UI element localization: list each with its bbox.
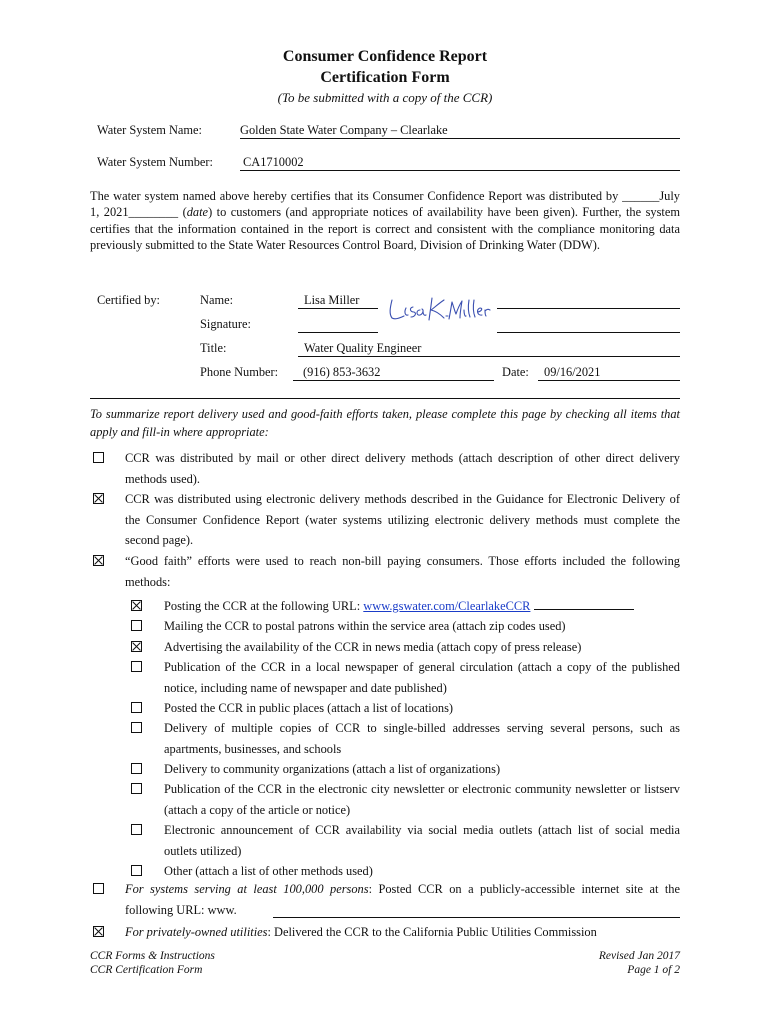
system-number-field[interactable] [240,155,680,171]
good-faith-text: “Good faith” efforts were used to reach non-bill paying consumers. Those efforts included the following methods: [125,554,680,589]
system-name-label: Water System Name: [97,123,202,137]
mailing-postal-text: Mailing the CCR to postal patrons within the service area (attach zip codes used) [164,619,566,633]
form-subtitle: (To be submitted with a copy of the CCR) [277,90,493,105]
multiple-copies-text: Delivery of multiple copies of CCR to single-billed addresses serving several persons, such as apartments, businesses, and schools [164,721,680,756]
posting-url-text: Posting the CCR at the following URL: www.gswater.com/ClearlakeCCR [164,596,680,617]
certified-by-label: Certified by: [97,293,160,307]
signature-image [386,294,491,324]
large-systems-text: For systems serving at least 100,000 persons: Posted CCR on a publicly-accessible internet site at the following URL: www. [125,882,680,917]
electronic-delivery-text: CCR was distributed using electronic delivery methods described in the Guidance for Electronic Delivery of the Consumer Confidence Report (water systems utilizing electronic delivery methods must complete the second page). [125,492,680,547]
mail-delivery-checkbox[interactable] [93,452,104,463]
footer-revised: Revised Jan 2017 [598,950,680,962]
footer-forms-instructions: CCR Forms & Instructions [90,950,215,962]
large-systems-url-field[interactable] [273,903,680,918]
form-title-line1: Consumer Confidence Report [282,48,488,65]
multiple-copies-checkbox[interactable] [131,722,142,733]
electronic-newsletter-checkbox[interactable] [131,783,142,794]
advertising-news-checkbox[interactable] [131,641,142,652]
form-title-line2: Certification Form [320,69,450,86]
newspaper-publication-text: Publication of the CCR in a local newspaper of general circulation (attach a copy of the published notice, including name of newspaper and date published) [164,660,680,695]
title-label: Title: [200,341,227,355]
signature-label: Signature: [200,317,251,331]
newspaper-publication-checkbox[interactable] [131,661,142,672]
date-value: 09/16/2021 [544,365,601,379]
url-blank-line [534,597,634,610]
other-methods-checkbox[interactable] [131,865,142,876]
phone-value: (916) 853-3632 [303,365,381,379]
signature-field[interactable] [298,317,378,333]
cert-name-extra-line [497,293,680,309]
section-divider [90,398,680,399]
advertising-news-text: Advertising the availability of the CCR in news media (attach copy of press release) [164,640,582,654]
social-media-text: Electronic announcement of CCR availability via social media outlets (attach list of social media outlets utilized) [164,823,680,858]
certification-paragraph: The water system named above hereby certifies that its Consumer Confidence Report was distributed by ______July 1, 2021________ (date) to customers (and appropriate notices of availability have been given). Further, the system certifies that the information contained in the report is correct and consistent with the compliance monitoring data previously submitted to the State Water Resources Control Board, Division of Drinking Water (DDW). [90,189,680,252]
cert-name-label: Name: [200,293,234,307]
system-name-value: Golden State Water Company – Clearlake [240,123,448,137]
title-value: Water Quality Engineer [304,341,422,355]
footer-left [90,949,215,977]
mail-delivery-text: CCR was distributed by mail or other direct delivery methods (attach description of other direct delivery methods used). [125,451,680,486]
ccr-url-link[interactable]: www.gswater.com/ClearlakeCCR [363,599,531,613]
system-number-label: Water System Number: [97,155,213,169]
date-label: Date: [502,365,529,379]
other-methods-text: Other (attach a list of other methods used) [164,864,373,878]
system-number-value: CA1710002 [243,155,304,169]
cert-name-value: Lisa Miller [304,293,360,307]
electronic-newsletter-text: Publication of the CCR in the electronic city newsletter or electronic community newsletter or listserv (attach a copy of the article or notice) [164,782,680,817]
phone-field[interactable] [293,365,494,381]
signature-extra-line [497,317,680,333]
cert-name-field[interactable] [298,293,378,309]
delivery-intro: To summarize report delivery used and good-faith efforts taken, please complete this page by checking all items that apply and fill-in where appropriate: [90,407,680,439]
private-utilities-checkbox[interactable] [93,926,104,937]
electronic-delivery-checkbox[interactable] [93,493,104,504]
date-field[interactable] [538,365,680,381]
public-places-text: Posted the CCR in public places (attach a list of locations) [164,701,454,715]
footer-certification-form: CCR Certification Form [90,964,203,976]
public-places-checkbox[interactable] [131,702,142,713]
good-faith-checkbox[interactable] [93,555,104,566]
private-utilities-text: For privately-owned utilities: Delivered the CCR to the California Public Utilities Commission [125,925,597,939]
title-field[interactable] [298,341,680,357]
large-systems-checkbox[interactable] [93,883,104,894]
posting-url-checkbox[interactable] [131,600,142,611]
footer-page-number: Page 1 of 2 [627,964,680,976]
handwritten-signature [386,294,491,324]
phone-label: Phone Number: [200,365,279,379]
social-media-checkbox[interactable] [131,824,142,835]
system-name-field[interactable] [240,123,680,139]
community-orgs-text: Delivery to community organizations (attach a list of organizations) [164,762,501,776]
community-orgs-checkbox[interactable] [131,763,142,774]
footer-right [599,949,680,977]
mailing-postal-checkbox[interactable] [131,620,142,631]
